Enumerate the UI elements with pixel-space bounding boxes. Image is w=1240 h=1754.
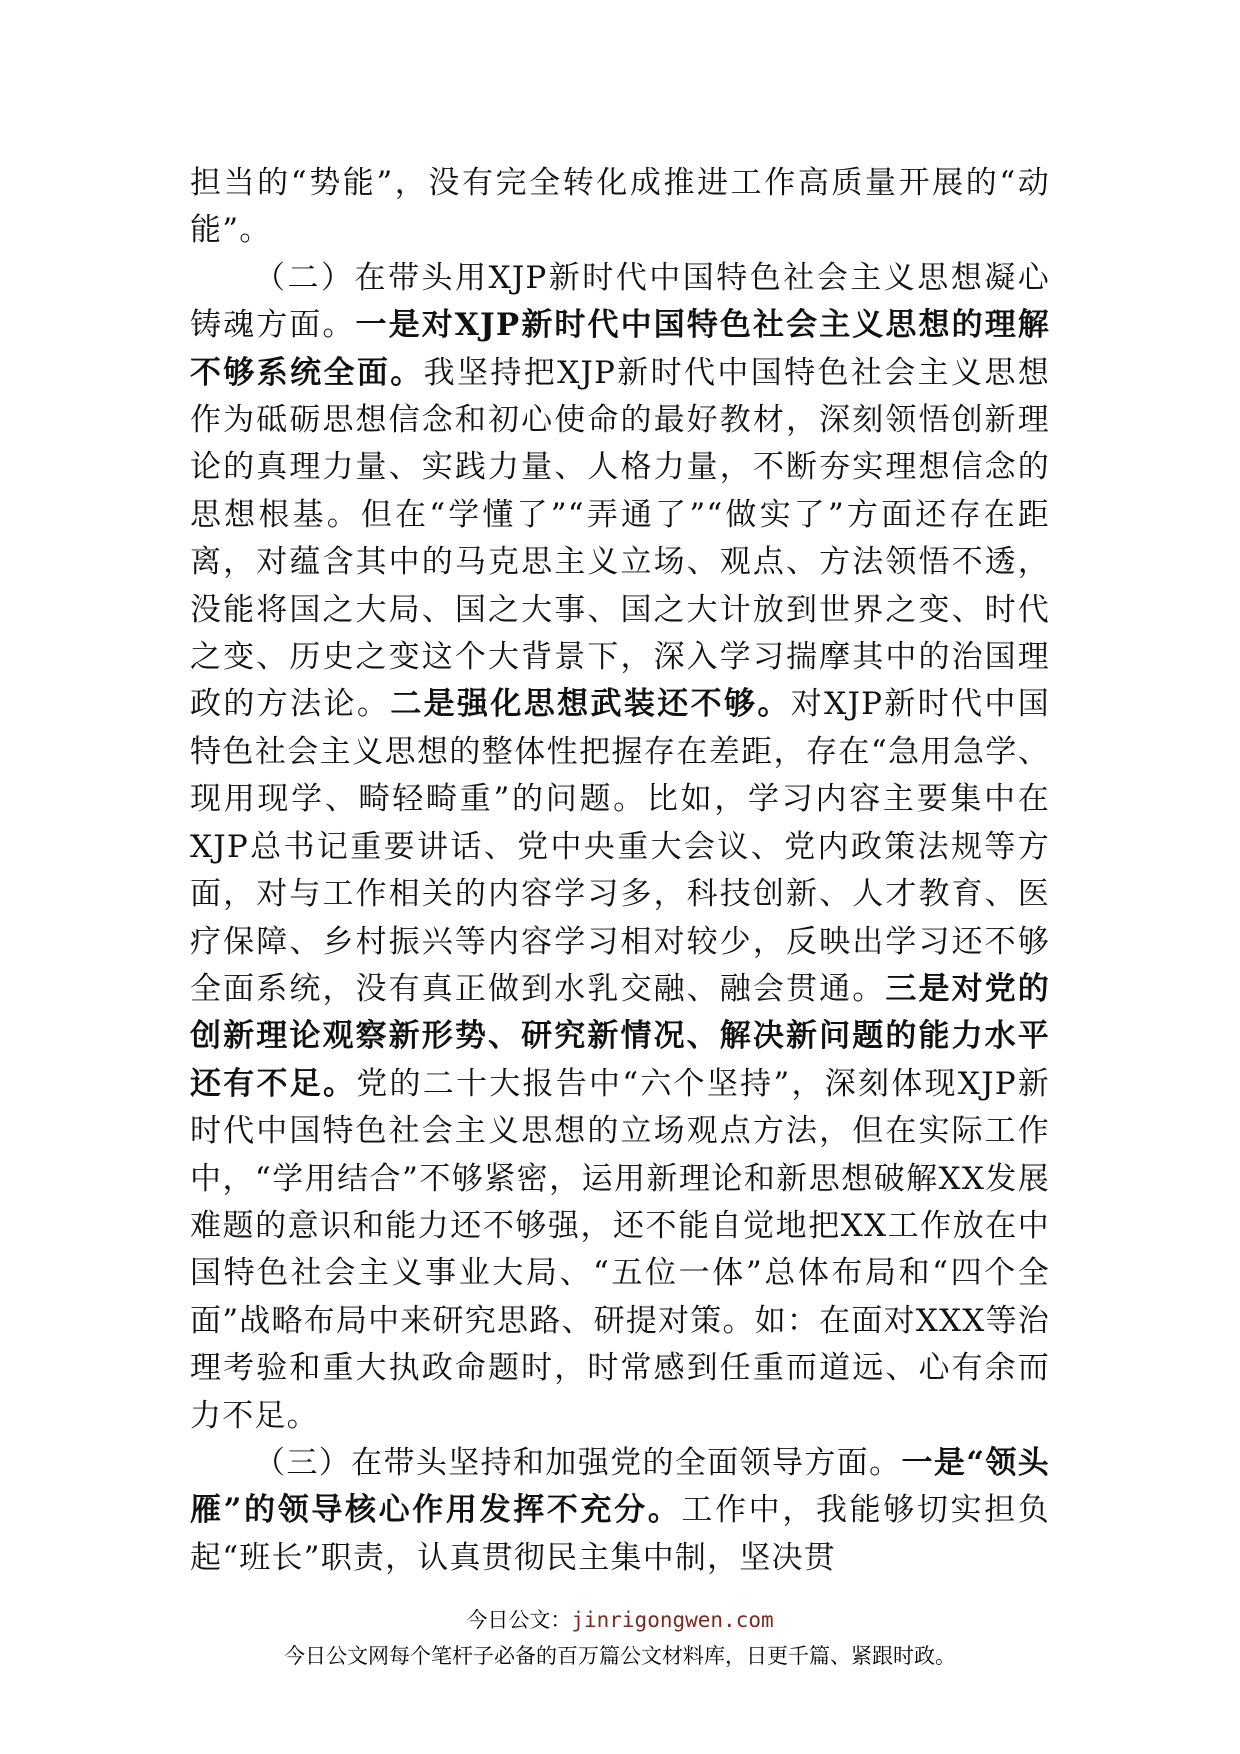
bold-point-one: 一是对XJP新时代中国特色社会主义思想的理解不够系统全面。: [190, 307, 1050, 391]
bold-point-two: 二是强化思想武装还不够。: [390, 686, 791, 723]
document-body: [190, 160, 1050, 1582]
paragraph-text: 党的二十大报告中“六个坚持”，深刻体现XJP新时代中国特色社会主义思想的立场观点方法，但在实际工作中，“学用结合”不够紧密，运用新理论和新思想破解XX发展难题的意识和能力还不够强，还不能自觉地把XX工作放在中国特色社会主义事业大局、“五位一体”总体布局和“四个全面”战略布局中来研究思路、研提对策。如：在面对XXX等治理考验和重大执政命题时，时常感到任重而道远、心有余而力不足。: [190, 1065, 1051, 1434]
paragraph-text: 担当的“势能”，没有完全转化成推进工作高质量开展的“动能”。: [190, 165, 1050, 249]
paragraph-text: 我坚持把XJP新时代中国特色社会主义思想作为砥砺思想信念和初心使命的最好教材，深刻领悟创新理论的真理力量、实践力量、人格力量，不断夯实理想信念的思想根基。但在“学懂了”“弄通了”“做实了”方面还存在距离，对蕴含其中的马克思主义立场、观点、方法领悟不透，没能将国之大局、国之大事、国之大计放到世界之变、时代之变、历史之变这个大背景下，深入学习揣摩其中的治国理政的方法论。: [190, 354, 1050, 723]
section-heading: （二）在带头用XJP新时代中国特色社会主义思想凝心铸魂方面。: [190, 259, 1050, 344]
footer-tagline: 今日公文网每个笔杆子必备的百万篇公文材料库，日更千篇、紧跟时政。: [284, 1644, 956, 1668]
bold-point-one: 一是“领头雁”的领导核心作用发挥不充分。: [190, 1444, 1050, 1529]
paragraph-text: 对XJP新时代中国特色社会主义思想的整体性把握存在差距，存在“急用急学、现用现学、畸轻畸重”的问题。比如，学习内容主要集中在XJP总书记重要讲话、党中央重大会议、党内政策法规等方面，对与工作相关的内容学习多，科技创新、人才教育、医疗保障、乡村振兴等内容学习相对较少，反映出学习还不够全面系统，没有真正做到水乳交融、融会贯通。: [190, 686, 1051, 1007]
footer-label: 今日公文：: [466, 1608, 572, 1632]
section-heading: （三）在带头坚持和加强党的全面领导方面。: [254, 1444, 902, 1481]
paragraph-continuation: [190, 160, 1050, 255]
bold-point-three: 三是对党的创新理论观察新形势、研究新情况、解决新问题的能力水平还有不足。: [190, 970, 1051, 1102]
footer-source: [0, 1604, 1240, 1634]
paragraph-section-two: [190, 255, 1050, 1440]
paragraph-text: 工作中，我能够切实担负起“班长”职责，认真贯彻民主集中制，坚决贯: [190, 1492, 1050, 1576]
paragraph-section-three: [190, 1440, 1050, 1582]
footer-url[interactable]: jinrigongwen.com: [571, 1608, 774, 1632]
